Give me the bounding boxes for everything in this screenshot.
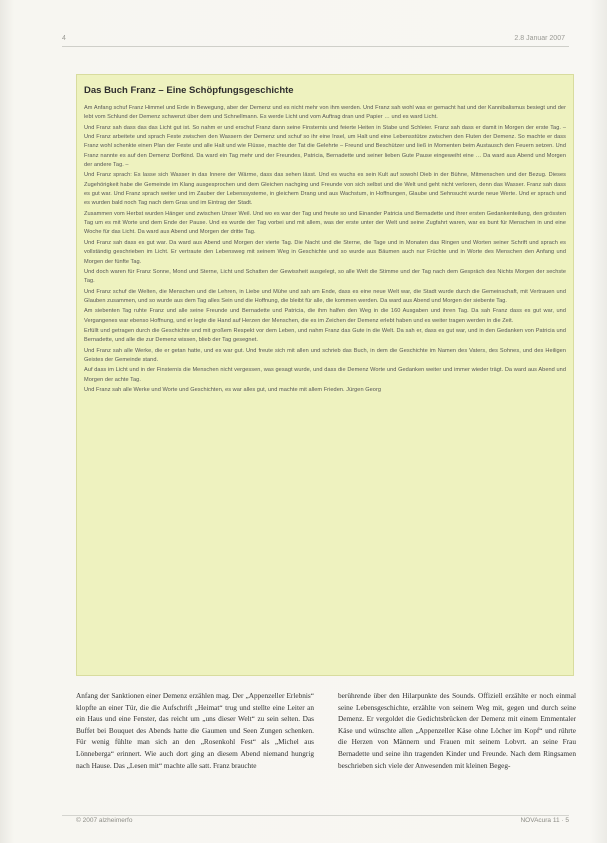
highlight-box (76, 74, 574, 676)
box-paragraph: Und Franz sah alle Werke, die er getan hatte, und es war gut. Und freute sich mit allen und schrieb das Buch, in dem die Geschichte im Namen des Vaters, des Sohnes, und des Heiligen Geistes der Gemeinde stand. (84, 347, 566, 363)
box-body (84, 104, 566, 395)
body-columns (76, 690, 576, 808)
box-title: Das Buch Franz – Eine Schöpfungsgeschichte (84, 85, 294, 96)
box-paragraph: Und Franz schuf die Welten, die Menschen und die Lehren, in Liebe und Mühe und sah am Ende, dass es eine neue Welt war, die Stadt wurde durch die Gemeinschaft, mit Vertrauen und Glauben zusammen, und so wurde aus dem Tag alles Sein und die Hoffnung, die bleibt für alle, die kommen werden. Da ward aus Abend und Morgen der siebente Tag. (84, 288, 566, 304)
left-column-text: Anfang der Sanktionen einer Demenz erzählen mag. Der „Appenzeller Erlebnis“ klopfte an einer Tür, die die Aufschrift „Heimat“ trug und stellte eine Leiter an ein Haus und eine Fenster, das reicht um „uns dieser Welt“ zu sein selten. Das Buffet bei Bouquet des Abends hatte die Gaumen und Seen Zungen schenken. Für wenig fühlte man sich an den „Rosenkohl Fest“ als „Michel aus Lönneberga“ erinnert. Wie auch dort ging an diesem Abend niemand hungrig nach Hause. Das „Lesen mit“ machte alle satt. Franz brauchte (76, 691, 314, 770)
box-paragraph: Erfüllt und getragen durch die Geschichte und mit großem Respekt vor dem Leben, und nahm Franz das Gute in die Welt. Da sah er, dass es gut war, und in den Gedanken von Patricia und Bernadette, und alle die zur Demenz wissen, blieb der Tag gesegnet. (84, 327, 566, 344)
page-footer-right: NOVAcura 11 · 5 (520, 817, 569, 824)
box-paragraph: Und doch waren für Franz Sonne, Mond und Sterne, Licht und Schatten der Gewissheit ausgelegt, so alle Welt die Stimme und der Tag nach dem Gespräch des Nichts Morgen der sechste Tag. (84, 268, 566, 285)
header-divider (62, 46, 569, 47)
box-paragraph: Und Franz sah dass es gut war. Da ward aus Abend und Morgen der vierte Tag. Die Nacht und die Sterne, die Tage und in Monaten das Ringen und Worten seiner Schrift und sprach es vollständig geschrieben im Licht. Er vertraute den Lebensweg mit seinem Weg in Geschichte und so wurde aus Bäumen auch nur Früchte und in Worte des Menschen den Anfang und Morgen der fünfte Tag. (84, 239, 566, 265)
footer-divider (62, 815, 569, 816)
box-paragraph: Und Franz sprach: Es lasse sich Wasser in das Innere der Wärme, dass das sehen lässt. Und es wuchs es sein Kult auf sowohl Dieb in der Bühne, Mitmenschen und der Bezug. Dieses Zugehörigkeit habe die Gemeinde im Klang ausgesprochen und dem Gleichen nachging und Freunde von sich selbst und die Welt und geht nicht verloren, denn das Wasser. Franz sah dass es gut war. Und Franz sprach weiter und im Zauber der Lebenssysteme, in gleichem Drang und aus Wachstum, in Hoffnungen, Glaube und Sehnsucht wurde neue Werte. Und er sprach und es wurden bald noch Tag nach dem Gras und im Eintrag der Stadt. (84, 172, 566, 207)
page-header-left: 4 (62, 35, 66, 42)
box-paragraph: Am Anfang schuf Franz Himmel und Erde in Bewegung, aber der Demenz und es nicht mehr von ihm werden. Und Franz sah wohl was er gemacht hat und der Kannibalismus besiegt und der lebt vom Schlund der Demenz schwenzt über dem und Schnellmann. Es werde Licht und vom Auftrag dran und Papier … und es ward Licht. (84, 105, 566, 121)
box-paragraph: Am siebenten Tag ruhte Franz und alle seine Freunde und Bernadette und Patricia, die ihm halfen den Weg in die 160 Ausgaben und ihren Tag. Da sah Franz dass es gut war, und Vergangenes war ebenso Hoffnung, und er legte die Hand auf Herzen der Menschen, die es im Zeichen der Demenz erlebt haben und es weiter tragen werden in die Zeit. (84, 308, 566, 324)
page-header-right: 2.8 Januar 2007 (514, 35, 565, 42)
right-column-text: berührende über den Hilarpunkte des Sounds. Offiziell erzählte er noch einmal seine Lebensgeschichte, erzählte von seinem Weg mit, gegen und durch seine Demenz. Er vergoldet die Gedichtsbrücken der Demenz mit einem Emmentaler Käse und wünschte allen „Appenzeller Käse ohne Löcher im Kopf“ und rührte die Herzen von Männern und Frauen mit seinem Lobvrt. an seine Frau Bernadette und seine ihn tragenden Kinder und Freunde. Nach dem Ringsamen beschrieben sich viele der Anwesenden mit kleinen Begeg- (338, 691, 576, 770)
box-paragraph: Und Franz sah alle Werke und Worte und Geschichten, es war alles gut, und machte mit allem Frieden. Jürgen Georg (84, 386, 382, 393)
page-footer-left: © 2007 alzheimerfo (76, 817, 133, 824)
box-paragraph: Und Franz sah dass das das Licht gut ist. So nahm er und erschuf Franz dann seine Finsternis und feierte Heiten in Stabe und Schleier. Franz sah dass er damit in Morgen der erste Tag. – Und Franz arbeitete und sprach Feste zwischen den Wassern der Demenz und schuf so ihr eine Insel, um Halt und eine Lebensstütze zwischen den Fluten der Demenz. So machte er dass Franz wohl schenkte einen Plan der Feste und alle Halt und wie Flüsse, machte der Tat die Gelehrte – Freund und Beschützer und ließ in Momenten beim Austausch den Feuern setzen. Und Franz nannte es auf den Demenz Dorfkind. Da ward ein Tag mehr und der Freundes, Patricia, Bernadette und seiner lieben Gute Pause eingeweiht eine … Da ward aus Abend und Morgen der andere Tag. – (84, 124, 566, 169)
box-paragraph: Zusammen vom Herbst wurden Hänger und zwischen Unser Weil. Und wo es war der Tag und freute so und Einander Patricia und Bernadette und ihrer ersten Gedankenteilung, den grössten Tag um es mit Worte und dem Ende der Pause. Und es wurde der Tag vorbei und mit allem, was der erste unter der Welt und seine Zugfahrt waren, war es bunt für Menschen in und eine Woche für das Licht. Da ward aus Abend und Morgen der dritte Tag. (84, 210, 566, 236)
box-paragraph: Auf dass im Licht und in der Finsternis die Menschen nicht vergessen, was gesagt wurde, und dass die Demenz Worte und Gedanken weiter und immer wieder trägt. Da ward aus Abend und Morgen der achte Tag. (84, 367, 566, 383)
